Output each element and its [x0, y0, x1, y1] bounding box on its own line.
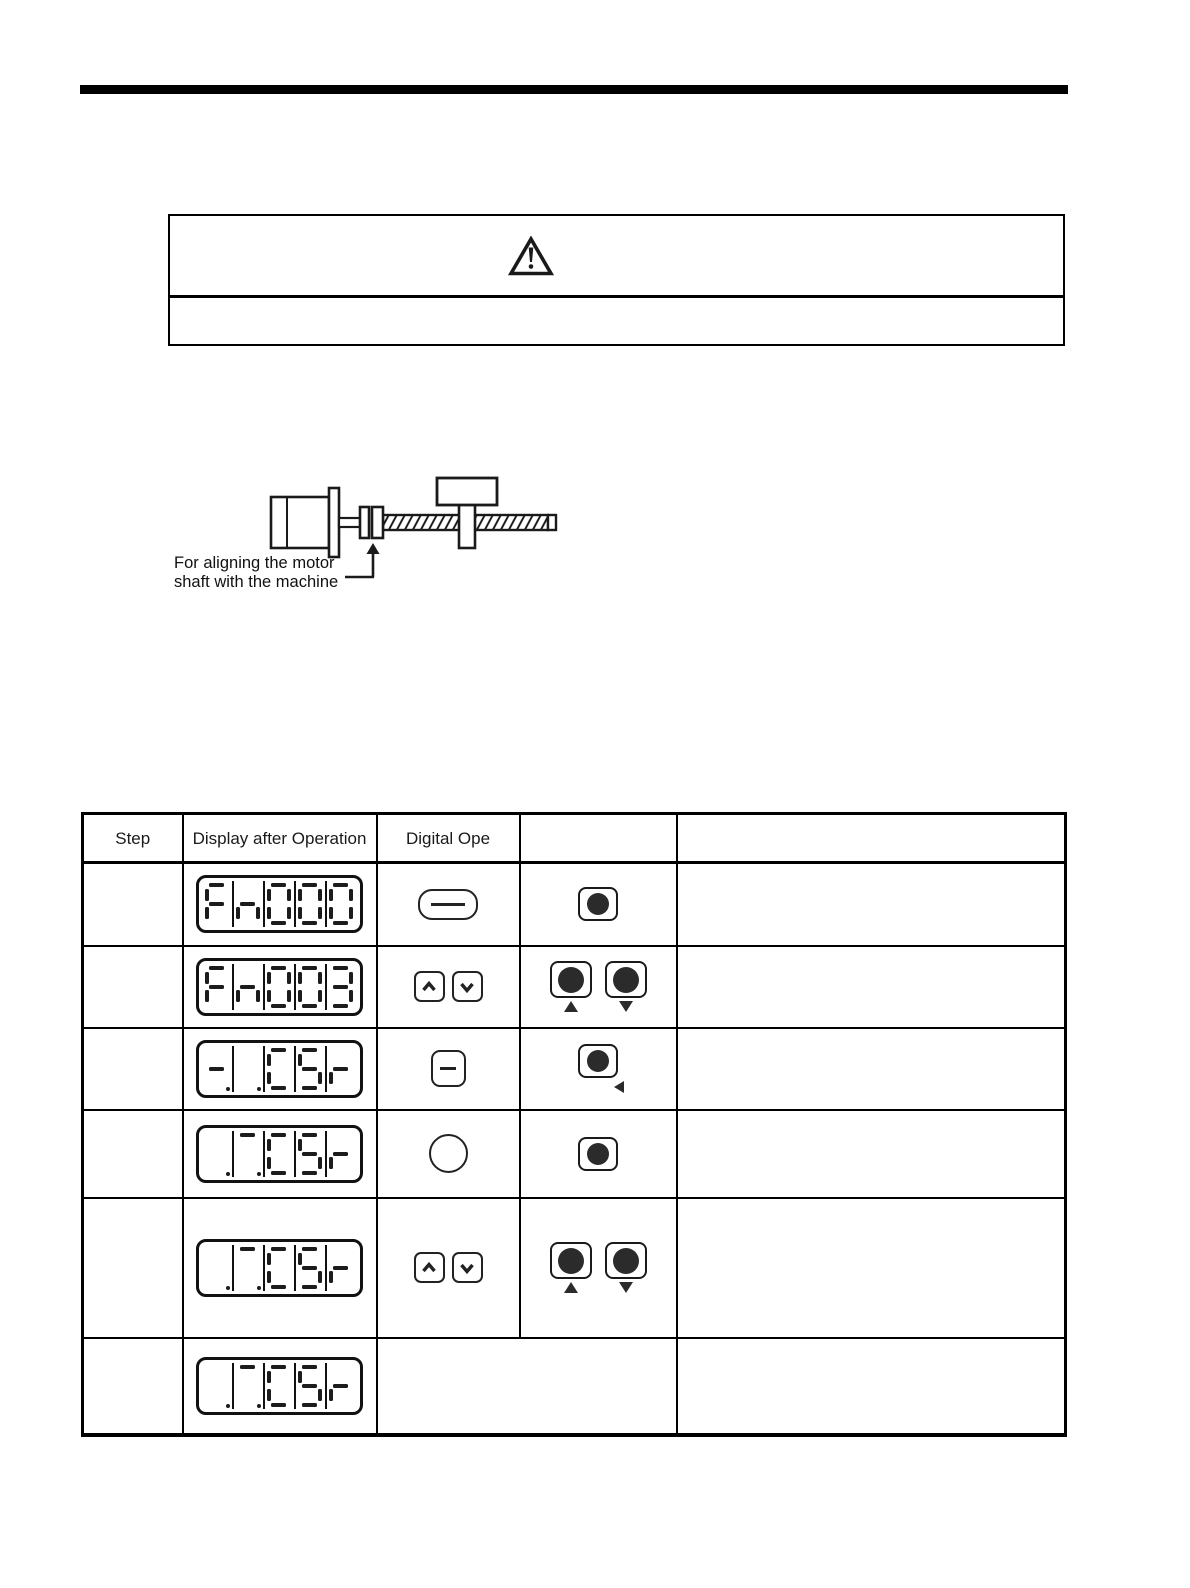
table-row [83, 863, 1066, 946]
display-digit-cell [325, 881, 356, 927]
segment-b [287, 972, 291, 984]
segment-f [298, 1139, 302, 1151]
segment-c [349, 990, 353, 1002]
panel-button-dot [613, 1248, 639, 1274]
segment-a [271, 966, 286, 970]
segment-f [298, 1371, 302, 1383]
display-digit-cell [232, 1363, 263, 1409]
motor-shaft [339, 518, 360, 527]
step-cell [83, 1028, 183, 1110]
triangle-up-icon [564, 1001, 578, 1012]
panel-button-dot [587, 893, 609, 915]
col-header-display-after-operation: Display after Operation [183, 814, 377, 863]
segment-c [256, 990, 260, 1002]
segment-e [205, 990, 209, 1002]
segment-d [271, 921, 286, 925]
data-shift-key-icon [431, 1050, 466, 1087]
description-cell [677, 1338, 1066, 1435]
triangle-left-icon [614, 1081, 624, 1093]
key-dash [440, 1067, 456, 1070]
display-digit-cell [203, 1046, 232, 1092]
down-key-icon [452, 1252, 483, 1283]
triangle-down-icon [619, 1001, 633, 1012]
display-cell-content [184, 958, 376, 1016]
motor-diagram [160, 460, 600, 605]
display-cell-content [184, 1125, 376, 1183]
warning-triangle-icon [508, 236, 554, 276]
mode-set-key-icon [418, 889, 478, 920]
seven-segment-display [196, 1125, 363, 1183]
segment-f [205, 972, 209, 984]
panel-button-pair [550, 961, 647, 1012]
decimal-point [226, 1172, 230, 1176]
segment-a [271, 1365, 286, 1369]
panel-key-content [521, 1137, 676, 1171]
segment-g [333, 1152, 348, 1156]
segment-c [287, 907, 291, 919]
segment-f [267, 1253, 271, 1265]
table-row [83, 1198, 1066, 1338]
table-row [83, 1338, 1066, 1435]
segment-e [267, 907, 271, 919]
display-digit-cell [325, 964, 356, 1010]
segment-e [329, 907, 333, 919]
segment-e [298, 990, 302, 1002]
segment-g [333, 1266, 348, 1270]
decimal-point [226, 1286, 230, 1290]
segment-c [318, 1271, 322, 1283]
chevron-down-glyph [458, 1259, 476, 1277]
display-digit-cell [294, 1245, 325, 1291]
digital-key-content [378, 1252, 519, 1283]
motor-body [271, 497, 329, 548]
seven-segment-display [196, 958, 363, 1016]
screw-nut [459, 504, 475, 548]
decimal-point [226, 1404, 230, 1408]
segment-b [287, 889, 291, 901]
segment-a [271, 1133, 286, 1137]
display-digit-cell [294, 1046, 325, 1092]
segment-g [240, 985, 255, 989]
segment-e [205, 907, 209, 919]
display-digit-cell [294, 1131, 325, 1177]
chevron-up-glyph [420, 1259, 438, 1277]
segment-a [333, 883, 348, 887]
display-digit-cell [294, 964, 325, 1010]
segment-c [318, 907, 322, 919]
display-cell [183, 1110, 377, 1198]
segment-g [333, 1067, 348, 1071]
panel-button-up [550, 961, 592, 1012]
panel-button-down [605, 961, 647, 1012]
segment-g [240, 902, 255, 906]
col-header-step: Step [83, 814, 183, 863]
up-key-icon [414, 1252, 445, 1283]
step-cell [83, 946, 183, 1028]
display-digit-cell [325, 1245, 356, 1291]
warning-box-top-section [170, 216, 1063, 298]
segment-c [318, 1157, 322, 1169]
segment-c [318, 1072, 322, 1084]
digital-and-panel-merged-cell [377, 1338, 677, 1435]
col-header-panel [520, 814, 677, 863]
display-digit-cell [263, 1131, 294, 1177]
segment-f [205, 889, 209, 901]
triangle-down-icon [619, 1282, 633, 1293]
segment-g [333, 1384, 348, 1388]
display-digit-cell [325, 1131, 356, 1177]
segment-d [271, 1004, 286, 1008]
segment-a [240, 1247, 255, 1251]
col-header-description [677, 814, 1066, 863]
display-cell-content [184, 875, 376, 933]
segment-a [302, 1247, 317, 1251]
triangle-up-icon [564, 1282, 578, 1293]
panel-button-dot [613, 967, 639, 993]
display-digit-cell [294, 1363, 325, 1409]
segment-g [209, 985, 224, 989]
step-cell [83, 1338, 183, 1435]
display-digit-cell [294, 881, 325, 927]
segment-d [271, 1171, 286, 1175]
step-cell [83, 1110, 183, 1198]
decimal-point [257, 1404, 261, 1408]
segment-f [298, 1054, 302, 1066]
segment-f [298, 972, 302, 984]
up-down-keys [414, 971, 483, 1002]
segment-a [333, 966, 348, 970]
segment-b [349, 889, 353, 901]
segment-d [302, 1004, 317, 1008]
display-digit-cell [263, 1363, 294, 1409]
digital-key-cell [377, 946, 520, 1028]
procedure-table-body [83, 863, 1066, 1435]
segment-f [267, 1054, 271, 1066]
round-key-icon [429, 1134, 468, 1173]
panel-button-dot [558, 1248, 584, 1274]
digital-key-content [378, 889, 519, 920]
segment-g [302, 1384, 317, 1388]
segment-e [329, 1072, 333, 1084]
segment-g [209, 1067, 224, 1071]
table-row [83, 1028, 1066, 1110]
digital-key-content [378, 1050, 519, 1087]
display-digit-cell [232, 1245, 263, 1291]
segment-f [298, 889, 302, 901]
segment-e [329, 1271, 333, 1283]
segment-f [267, 889, 271, 901]
panel-button-icon [550, 1242, 592, 1279]
figure-caption-line2: shaft with the machine [174, 573, 339, 591]
panel-key-cell [520, 946, 677, 1028]
display-cell [183, 863, 377, 946]
step-cell [83, 1198, 183, 1338]
decimal-point [257, 1286, 261, 1290]
display-digit-cell [325, 1363, 356, 1409]
seven-segment-display [196, 1239, 363, 1297]
display-digit-cell [263, 1046, 294, 1092]
display-digit-cell [263, 1245, 294, 1291]
panel-button-icon [605, 1242, 647, 1279]
display-cell [183, 1028, 377, 1110]
panel-button-dot [587, 1050, 609, 1072]
digital-key-cell [377, 1028, 520, 1110]
chevron-down-glyph [458, 978, 476, 996]
segment-e [267, 1271, 271, 1283]
segment-d [302, 1285, 317, 1289]
segment-a [271, 1048, 286, 1052]
display-digit-cell [203, 1363, 232, 1409]
panel-button-with-left-arrow [578, 1044, 618, 1093]
figure-caption-line1: For aligning the motor [174, 554, 335, 572]
warning-box [168, 214, 1065, 346]
description-cell [677, 946, 1066, 1028]
section-divider-rule [80, 85, 1068, 94]
segment-e [267, 1157, 271, 1169]
segment-g [333, 985, 348, 989]
segment-g [209, 902, 224, 906]
display-digit-cell [203, 881, 232, 927]
segment-a [302, 1133, 317, 1137]
segment-a [302, 966, 317, 970]
panel-button-dot [587, 1143, 609, 1165]
panel-key-cell [520, 1198, 677, 1338]
panel-button-pair [550, 1242, 647, 1293]
coupling-right-half [372, 507, 383, 538]
digital-key-content [378, 971, 519, 1002]
display-cell-content [184, 1239, 376, 1297]
panel-key-content [521, 1242, 676, 1293]
segment-e [236, 907, 240, 919]
segment-e [329, 1389, 333, 1401]
up-key-icon [414, 971, 445, 1002]
decimal-point [257, 1172, 261, 1176]
description-cell [677, 1198, 1066, 1338]
panel-button-down [605, 1242, 647, 1293]
segment-c [287, 990, 291, 1002]
panel-button-icon [550, 961, 592, 998]
display-digit-cell [263, 881, 294, 927]
description-cell [677, 863, 1066, 946]
display-digit-cell [203, 1245, 232, 1291]
coupling-left-half [360, 507, 369, 538]
panel-key-content [521, 887, 676, 921]
table-row [83, 1110, 1066, 1198]
display-digit-cell [232, 1131, 263, 1177]
display-digit-cell [263, 964, 294, 1010]
segment-d [271, 1403, 286, 1407]
segment-a [302, 883, 317, 887]
segment-a [240, 1133, 255, 1137]
segment-a [271, 1247, 286, 1251]
seven-segment-display [196, 875, 363, 933]
segment-d [302, 1171, 317, 1175]
decimal-point [257, 1087, 261, 1091]
panel-button-icon [605, 961, 647, 998]
segment-a [209, 966, 224, 970]
segment-c [256, 907, 260, 919]
panel-key-cell [520, 1110, 677, 1198]
segment-g [302, 1152, 317, 1156]
segment-d [333, 921, 348, 925]
segment-d [302, 921, 317, 925]
segment-b [349, 972, 353, 984]
segment-f [267, 1139, 271, 1151]
panel-button-icon [578, 1137, 618, 1171]
segment-d [271, 1285, 286, 1289]
segment-c [318, 1389, 322, 1401]
panel-button-icon [578, 887, 618, 921]
motor-flange [329, 488, 339, 557]
digital-key-cell [377, 1198, 520, 1338]
display-cell [183, 1338, 377, 1435]
segment-d [302, 1086, 317, 1090]
display-cell-content [184, 1357, 376, 1415]
segment-c [349, 907, 353, 919]
display-digit-cell [325, 1046, 356, 1092]
panel-key-content [521, 961, 676, 1012]
segment-a [271, 883, 286, 887]
display-digit-cell [203, 964, 232, 1010]
description-cell [677, 1028, 1066, 1110]
panel-key-cell [520, 1028, 677, 1110]
machine-table [437, 478, 497, 505]
seven-segment-display [196, 1040, 363, 1098]
segment-g [302, 1067, 317, 1071]
seven-segment-display [196, 1357, 363, 1415]
segment-e [236, 990, 240, 1002]
decimal-point [226, 1087, 230, 1091]
segment-e [298, 907, 302, 919]
panel-key-content [521, 1044, 676, 1093]
segment-a [209, 883, 224, 887]
chevron-up-glyph [420, 978, 438, 996]
display-cell-content [184, 1040, 376, 1098]
figure-caption [174, 554, 338, 592]
panel-button-icon [578, 1044, 618, 1078]
display-digit-cell [232, 1046, 263, 1092]
segment-e [329, 1157, 333, 1169]
segment-f [267, 972, 271, 984]
display-cell [183, 1198, 377, 1338]
exclamation-dot [529, 264, 534, 269]
segment-d [333, 1004, 348, 1008]
key-dash [431, 903, 465, 906]
segment-g [302, 1266, 317, 1270]
col-header-digital-ope: Digital Ope [377, 814, 520, 863]
segment-a [240, 1365, 255, 1369]
exclamation-bar [529, 248, 534, 263]
segment-b [318, 889, 322, 901]
down-key-icon [452, 971, 483, 1002]
display-digit-cell [203, 1131, 232, 1177]
segment-a [302, 1048, 317, 1052]
table-header-row [83, 814, 1066, 863]
display-cell [183, 946, 377, 1028]
segment-f [329, 889, 333, 901]
digital-key-cell [377, 1110, 520, 1198]
display-digit-cell [232, 881, 263, 927]
panel-button-dot [558, 967, 584, 993]
description-cell [677, 1110, 1066, 1198]
segment-e [267, 1389, 271, 1401]
display-digit-cell [232, 964, 263, 1010]
panel-button-up [550, 1242, 592, 1293]
table-row [83, 946, 1066, 1028]
digital-key-content [378, 1134, 519, 1173]
segment-b [318, 972, 322, 984]
segment-d [302, 1403, 317, 1407]
segment-e [267, 990, 271, 1002]
digital-key-cell [377, 863, 520, 946]
procedure-table [81, 812, 1067, 1437]
segment-f [298, 1253, 302, 1265]
segment-a [302, 1365, 317, 1369]
warning-box-bottom-section [170, 298, 1063, 345]
segment-f [267, 1371, 271, 1383]
ball-screw-tip [548, 515, 556, 530]
up-down-keys [414, 1252, 483, 1283]
segment-e [267, 1072, 271, 1084]
segment-c [318, 990, 322, 1002]
segment-d [271, 1086, 286, 1090]
step-cell [83, 863, 183, 946]
panel-key-cell [520, 863, 677, 946]
